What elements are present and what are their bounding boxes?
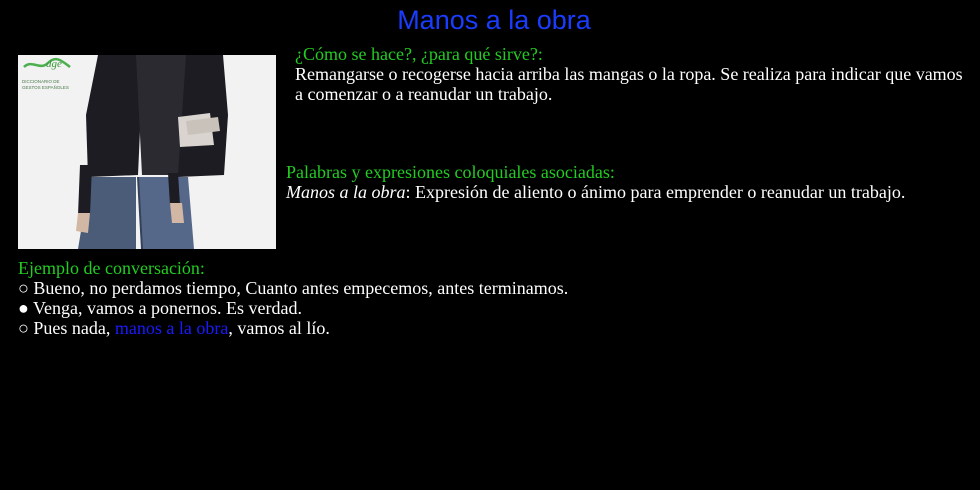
gesture-photo [18,55,276,249]
how-heading: ¿Cómo se hace?, ¿para qué sirve?: [295,44,543,64]
open-circle-bullet-icon: ○ [18,278,29,298]
highlighted-expression: manos a la obra [114,318,229,338]
example-section [18,258,958,338]
expression-definition: Expresión de aliento o ánimo para emprender o reanudar un trabajo. [410,182,906,202]
svg-text:dge: dge [46,58,62,70]
how-section [295,44,975,104]
open-circle-bullet-icon: ○ [18,318,29,338]
expression-term: Manos a la obra [286,182,406,202]
dialogue-text: Pues nada, [28,318,115,338]
dialogue-line [18,278,958,298]
expression-entry [286,182,966,202]
logo-text-line2: GESTOS ESPAÑOLES [22,85,69,90]
page-title: Manos a la obra [397,5,591,35]
example-heading: Ejemplo de conversación: [18,258,205,278]
expressions-heading: Palabras y expresiones coloquiales asociadas: [286,162,615,182]
dialogue-text: Venga, vamos a ponernos. Es verdad. [28,298,302,318]
dialogue-line [18,318,958,338]
logo-text-line1: DICCIONARIO DE [22,79,60,84]
expression-separator: : [405,182,411,202]
expressions-section [286,162,966,202]
dialogue-text: Bueno, no perdamos tiempo, Cuanto antes empecemos, antes terminamos. [28,278,569,298]
dialogue-text: , vamos al lío. [228,318,330,338]
dialogue-line [18,298,958,318]
filled-circle-bullet-icon: ● [18,298,29,318]
gesture-illustration [18,55,276,249]
how-text: Remangarse o recogerse hacia arriba las mangas o la ropa. Se realiza para indicar que vamos a comenzar o a reanudar un trabajo. [295,64,963,104]
